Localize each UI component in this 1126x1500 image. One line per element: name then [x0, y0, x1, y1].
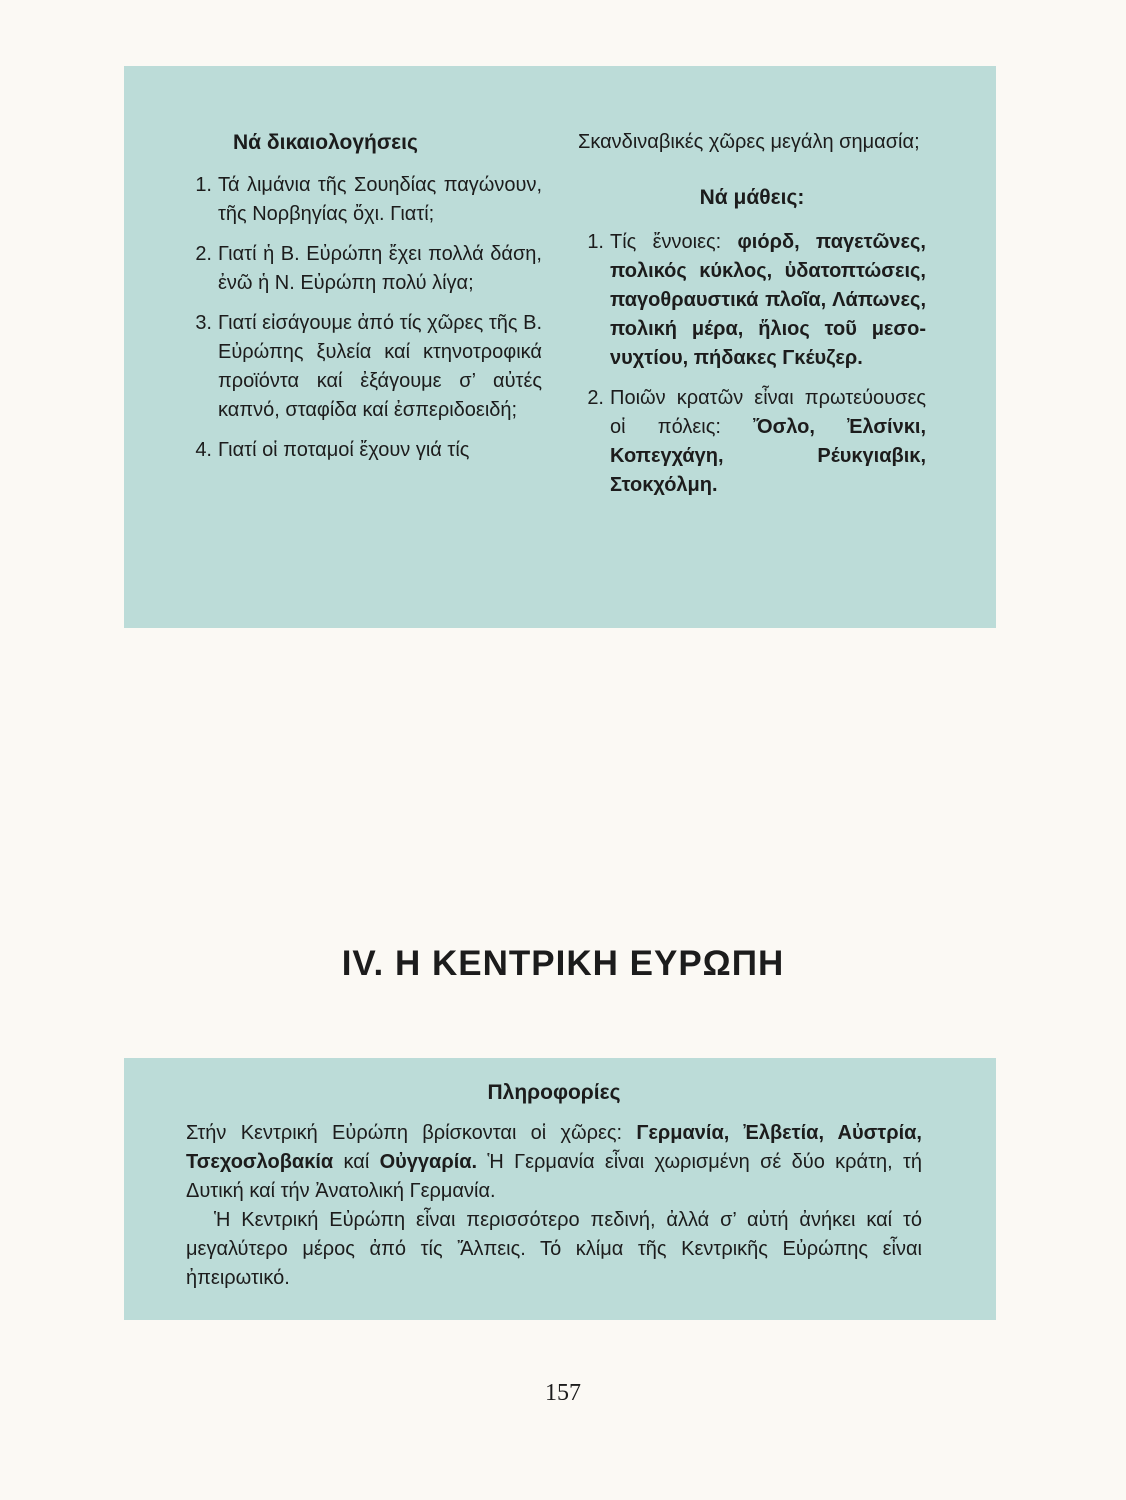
learn-list — [578, 228, 926, 500]
learn-heading: Νά μάθεις: — [699, 186, 805, 209]
info-paragraph: Ἡ Κεντρική Εὐρώπη εἶναι περισσότερο πεδινή, ἀλλά σ’ αὐτή ἀνήκει καί τό μεγαλύτερο μέρος ἀπό τίς Ἄλπεις. Τό κλίμα τῆς Κεντρικῆς Εὐρώπης εἶναι ἠπειρωτικό. — [186, 1209, 922, 1289]
justify-column — [186, 128, 542, 476]
info-text: Ἡ Γερμανία εἶναι χωρισμένη σέ δύο κράτη, τή Δυτική καί τήν Ἀνατολική Γερμανία. — [186, 1151, 922, 1202]
item-text: Γιατί ἡ Β. Εὐρώπη ἔχει πολλά δάση, ἐνῶ ἡ Ν. Εὐρώπη πολύ λίγα; — [218, 243, 542, 294]
learn-item — [578, 228, 926, 373]
item-text: Γιατί εἰσάγουμε ἀπό τίς χῶρες τῆς Β. Εὐρώπης ξυλεία καί κτηνοτροφικά προϊόντα καί ἐξάγουμε σ’ αὐτές καπνό, σταφίδα καί ἐσπεριδοειδή; — [218, 312, 542, 421]
justify-list — [186, 171, 542, 465]
item-text: Ποιῶν κρατῶν εἶναι πρωτεύουσες οἱ πόλεις: — [610, 387, 926, 438]
item-number: 3. — [195, 312, 212, 334]
info-content — [186, 1078, 922, 1293]
info-heading: Πληροφορίες — [487, 1081, 621, 1104]
justify-item — [186, 436, 542, 465]
capital-cities: Ὄσλο, Ἐλσίνκι, Κοπεγχάγη, Ρέυκγιαβικ, Στοκχόλμη. — [610, 416, 926, 496]
concept-terms: φιόρδ, παγετῶνες, πολικός κύκλος, ὑδατοπτώσεις, παγοθραυστικά πλοῖα, Λάπωνες, πολική μέρα, ἥλιος τοῦ μεσονυχτίου, πήδακες Γκέυζερ. — [610, 231, 926, 369]
page-number: 157 — [545, 1380, 581, 1406]
justify-item — [186, 309, 542, 425]
item-text: Τά λιμάνια τῆς Σουηδίας παγώνουν, τῆς Νορβηγίας ὄχι. Γιατί; — [218, 174, 542, 225]
item-number: 4. — [195, 439, 212, 461]
learn-item — [578, 384, 926, 500]
info-text: Στήν Κεντρική Εὐρώπη βρίσκονται οἱ χῶρες: — [186, 1122, 637, 1144]
item-text: Γιατί οἱ ποταμοί ἔχουν γιά τίς — [218, 439, 470, 461]
item-number: 2. — [195, 243, 212, 265]
item-text: Τίς ἔννοιες: — [610, 231, 738, 253]
country-last: Οὐγγαρία. — [379, 1151, 478, 1173]
justify-continuation: Σκανδιναβικές χῶρες μεγάλη σημασία; — [578, 131, 920, 153]
justify-item — [186, 171, 542, 229]
justify-heading: Νά δικαιολογήσεις — [233, 131, 418, 154]
chapter-title: IV. Η ΚΕΝΤΡΙΚΗ ΕΥΡΩΠΗ — [341, 944, 785, 983]
info-paragraph — [186, 1119, 922, 1206]
item-number: 2. — [587, 387, 604, 409]
info-text: καί — [333, 1151, 380, 1173]
country-list: Γερμανία, Ἐλβετία, Αὐστρία, Τσεχοσλοβακία — [186, 1122, 922, 1173]
item-number: 1. — [195, 174, 212, 196]
item-number: 1. — [587, 231, 604, 253]
learn-column — [578, 128, 926, 511]
justify-item — [186, 240, 542, 298]
